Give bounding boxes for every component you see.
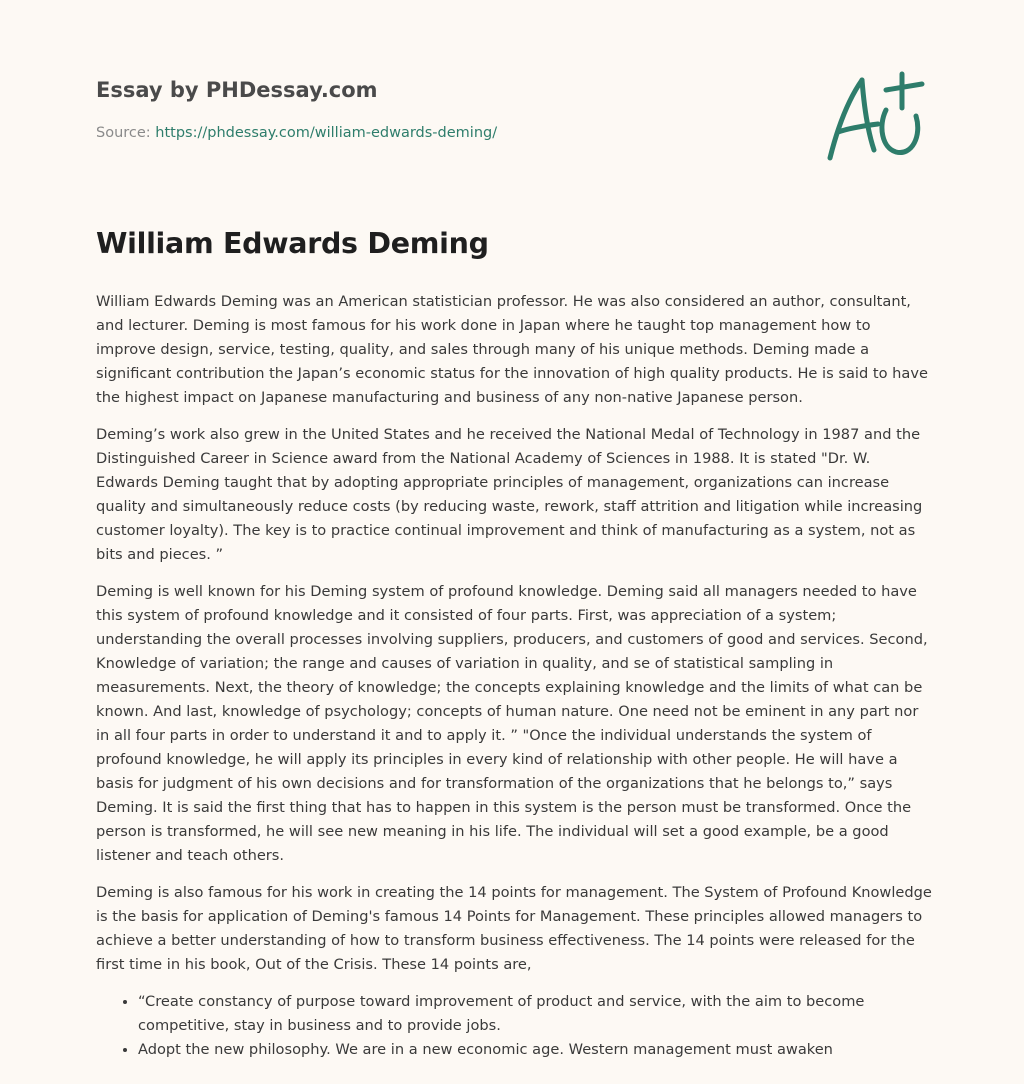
source-label: Source: [96,125,151,141]
page-header [96,72,796,144]
paragraph: Deming’s work also grew in the United States and he received the National Medal of Technology in 1987 and the Distinguished Career in Science award from the National Academy of Sciences in 1988. It is stated "Dr. W. Edwards Deming taught that by adopting appropriate principles of management, organizations can increase quality and simultaneously reduce costs (by reducing waste, rework, staff attrition and litigation while increasing customer loyalty). The key is to practice continual improvement and think of manufacturing as a system, not as bits and pieces. ” [96,426,923,563]
paragraph: Deming is also famous for his work in creating the 14 points for management. The System of Profound Knowledge is the basis for application of Deming's famous 14 Points for Management. These principles allowed managers to achieve a better understanding of how to transform business effectiveness. The 14 points were released for the first time in his book, Out of the Crisis. These 14 points are, [96,884,932,973]
article-title: William Edwards Deming [96,227,489,260]
brand-title: Essay by PHDessay.com [96,78,378,102]
list-item: • “Create constancy of purpose toward improvement of product and service, with the aim to become competitive, stay in business and to provide jobs. [138,990,932,1038]
source-link[interactable]: https://phdessay.com/william-edwards-deming/ [155,125,498,141]
source-line [96,122,796,144]
article [96,222,932,1062]
fourteen-points-list [96,990,932,1062]
paragraph: Deming is well known for his Deming system of profound knowledge. Deming said all managers needed to have this system of profound knowledge and it consisted of four parts. First, was appreciation of a system; understanding the overall processes involving suppliers, producers, and customers of good and services. Second, Knowledge of variation; the range and causes of variation in quality, and se of statistical sampling in measurements. Next, the theory of knowledge; the concepts explaining knowledge and the limits of what can be known. And last, knowledge of psychology; concepts of human nature. One need not be eminent in any part nor in all four parts in order to understand it and to apply it. ” "Once the individual understands the system of profound knowledge, he will apply its principles in every kind of relationship with other people. He will have a basis for judgment of his own decisions and for transformation of the organizations that he belongs to,” says Deming. It is said the first thing that has to happen in this system is the person must be transformed. Once the person is transformed, he will see new meaning in his life. The individual will set a good example, be a good listener and teach others. [96,583,928,864]
a-plus-logo-svg [818,66,930,166]
a-plus-logo-icon [818,66,930,166]
list-item: • Adopt the new philosophy. We are in a new economic age. Western management must awaken [138,1038,932,1062]
paragraph: William Edwards Deming was an American statistician professor. He was also considered an author, consultant, and lecturer. Deming is most famous for his work done in Japan where he taught top management how to improve design, service, testing, quality, and sales through many of his unique methods. Deming made a significant contribution the Japan’s economic status for the innovation of high quality products. He is said to have the highest impact on Japanese manufacturing and business of any non-native Japanese person. [96,293,928,406]
